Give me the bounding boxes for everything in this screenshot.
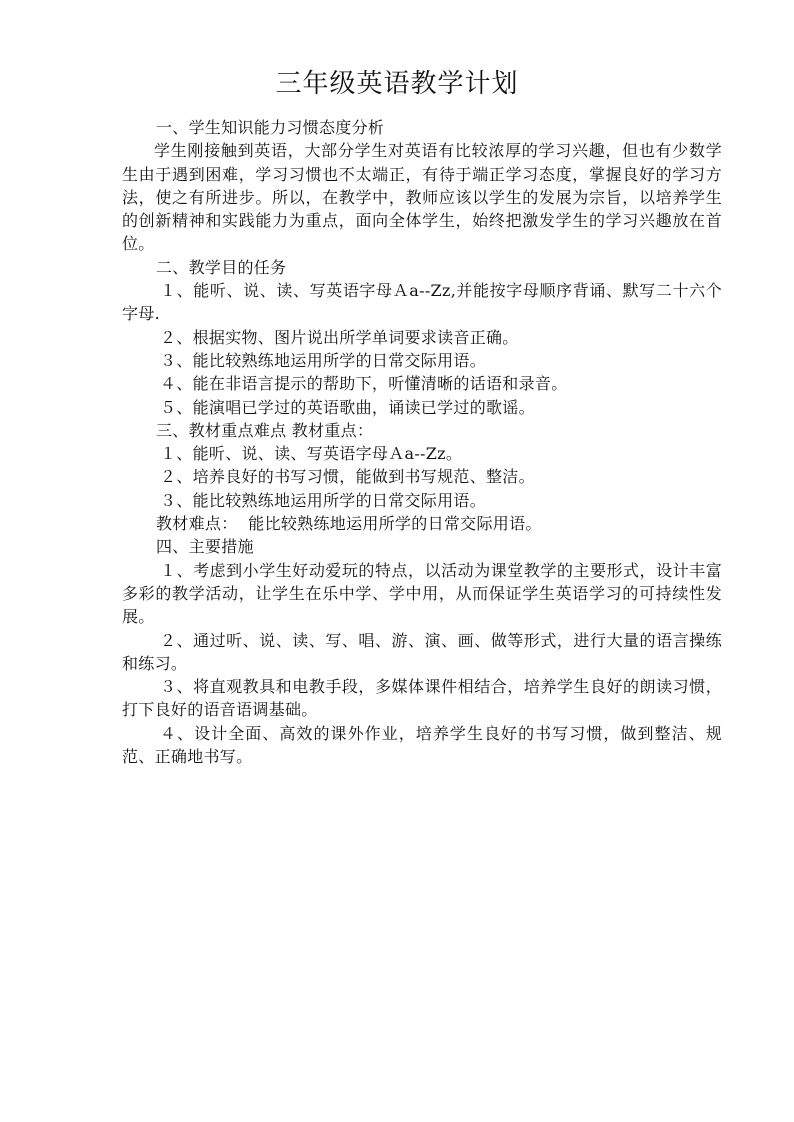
section-4-item-3: ３、将直观教具和电教手段，多媒体课件相结合，培养学生良好的朗读习惯，打下良好的语音语调基础。 xyxy=(122,677,722,720)
section-3-item-3: ３、能比较熟练地运用所学的日常交际用语。 xyxy=(160,490,487,510)
section-3-item-1: １、能听、说、读、写英语字母Ａa--Zz。 xyxy=(160,444,463,464)
section-3-difficulty: 教材难点： 能比较熟练地运用所学的日常交际用语。 xyxy=(156,514,542,534)
document-title: 三年级英语教学计划 xyxy=(275,69,519,99)
section-4-heading: 四、主要措施 xyxy=(156,537,254,557)
section-4-item-4: ４、设计全面、高效的课外作业，培养学生良好的书写习惯，做到整洁、规范、正确地书写。 xyxy=(122,723,722,767)
document-body xyxy=(122,116,722,768)
section-2-item-1: １、能听、说、读、写英语字母Ａa--Zz,并能按字母顺序背诵、默写二十六个字母. xyxy=(122,281,722,324)
section-4-item-1: １、考虑到小学生好动爱玩的特点，以活动为课堂教学的主要形式，设计丰富多彩的教学活动，让学生在乐中学、学中用，从而保证学生英语学习的可持续性发展。 xyxy=(122,560,722,627)
section-1-heading: 一、学生知识能力习惯态度分析 xyxy=(156,118,385,137)
section-2-item-2: ２、根据实物、图片说出所学单词要求读音正确。 xyxy=(160,327,519,347)
section-2-heading: 二、教学目的任务 xyxy=(156,257,287,277)
section-2-item-4: ４、能在非语言提示的帮助下，听懂清晰的话语和录音。 xyxy=(160,374,568,394)
section-3-heading: 三、教材重点难点 教材重点： xyxy=(156,420,374,440)
section-4-item-2: ２、通过听、说、读、写、唱、游、演、画、做等形式，进行大量的语言操练和练习。 xyxy=(122,630,722,673)
section-2-item-5: ５、能演唱已学过的英语歌曲，诵读已学过的歌谣。 xyxy=(160,397,535,417)
section-1-paragraph: 学生刚接触到英语，大部分学生对英语有比较浓厚的学习兴趣，但也有少数学生由于遇到困难，学习习惯也不太端正，有待于端正学习态度，掌握良好的学习方法，使之有所进步。所以，在教学中，教师应该以学生的发展为宗旨，以培养学生的创新精神和实践能力为重点，面向全体学生，始终把激发学生的学习兴趣放在首位。 xyxy=(122,141,722,254)
section-3-item-2: ２、培养良好的书写习惯，能做到书写规范、整洁。 xyxy=(160,467,535,487)
section-2-item-3: ３、能比较熟练地运用所学的日常交际用语。 xyxy=(160,350,487,370)
